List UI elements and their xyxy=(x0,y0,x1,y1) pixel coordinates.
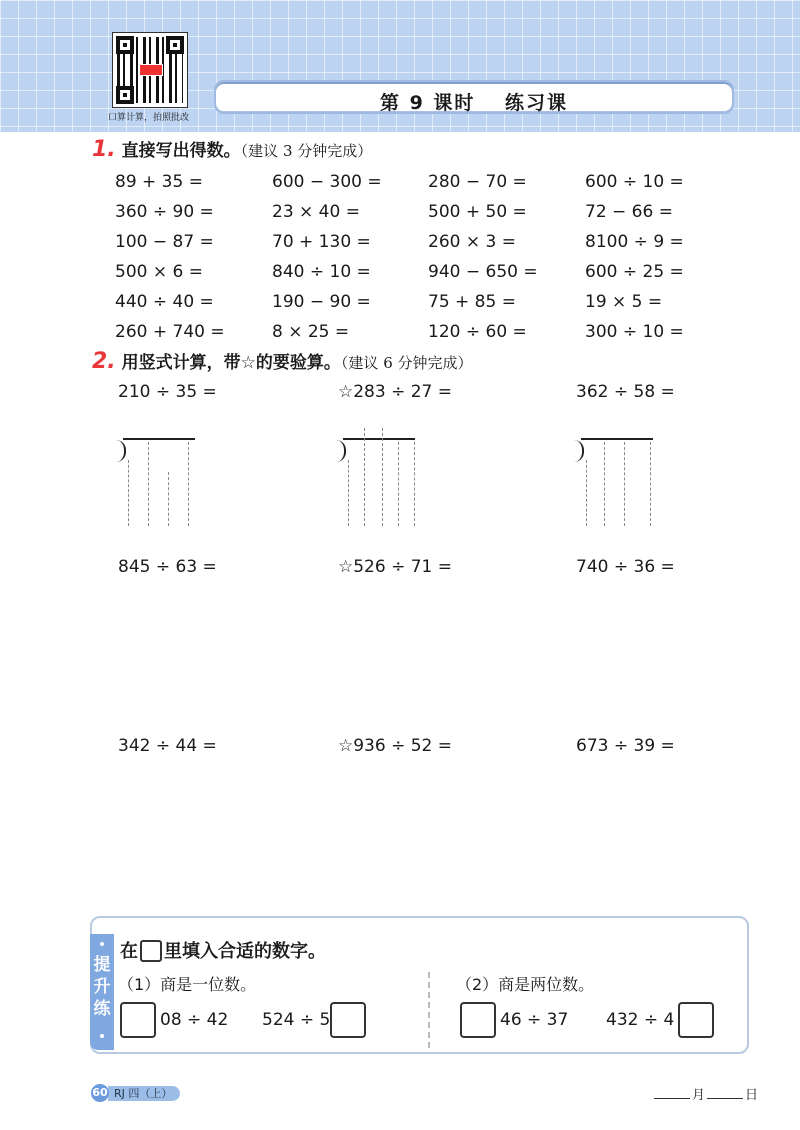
lesson-title-bar xyxy=(214,80,734,114)
long-division-frame xyxy=(336,434,416,526)
mental-math-item: 300 ÷ 10 = xyxy=(585,322,684,342)
mental-math-item: 100 − 87 = xyxy=(115,232,214,252)
mental-math-item: 500 × 6 = xyxy=(115,262,203,282)
division-problem: 362 ÷ 58 = xyxy=(576,382,675,402)
division-problem: ☆936 ÷ 52 = xyxy=(338,736,453,756)
division-problem: 673 ÷ 39 = xyxy=(576,736,675,756)
division-problem: 342 ÷ 44 = xyxy=(118,736,217,756)
mental-math-item: 19 × 5 = xyxy=(585,292,663,312)
section-2-heading xyxy=(92,348,473,374)
division-problem: ☆526 ÷ 71 = xyxy=(338,557,453,577)
edition-tag: RJ 四（上） xyxy=(108,1086,180,1101)
extension-tab xyxy=(90,934,114,1050)
answer-box[interactable] xyxy=(330,1002,366,1038)
section-1-title: 直接写出得数。 xyxy=(121,141,241,161)
part-1-label: （1）商是一位数。 xyxy=(118,975,257,994)
fill-equation: 524 ÷ 5 xyxy=(262,1010,331,1030)
extension-tab-label: 提升练 xyxy=(93,955,111,1019)
mental-math-item: 8 × 25 = xyxy=(272,322,350,342)
qr-code-icon[interactable] xyxy=(112,32,188,108)
division-problem: 740 ÷ 36 = xyxy=(576,557,675,577)
fill-equation: 46 ÷ 37 xyxy=(500,1010,569,1030)
division-problem: ☆283 ÷ 27 = xyxy=(338,382,453,402)
mental-math-item: 280 − 70 = xyxy=(428,172,527,192)
section-1-note: （建议 3 分钟完成） xyxy=(240,142,373,160)
mental-math-item: 600 − 300 = xyxy=(272,172,382,192)
date-fields: 月 日 xyxy=(652,1084,758,1103)
mental-math-item: 190 − 90 = xyxy=(272,292,371,312)
mental-math-item: 260 + 740 = xyxy=(115,322,225,342)
mental-math-item: 8100 ÷ 9 = xyxy=(585,232,684,252)
section-2-title: 用竖式计算，带☆的要验算。 xyxy=(121,353,341,373)
mental-math-item: 840 ÷ 10 = xyxy=(272,262,371,282)
mental-math-item: 440 ÷ 40 = xyxy=(115,292,214,312)
part-2-label: （2）商是两位数。 xyxy=(456,975,595,994)
long-division-frame xyxy=(116,434,196,526)
answer-box[interactable] xyxy=(678,1002,714,1038)
divider xyxy=(428,972,430,1048)
mental-math-item: 260 × 3 = xyxy=(428,232,516,252)
mental-math-item: 600 ÷ 10 = xyxy=(585,172,684,192)
mental-math-item: 75 + 85 = xyxy=(428,292,516,312)
day-blank[interactable] xyxy=(707,1086,743,1099)
mental-math-item: 360 ÷ 90 = xyxy=(115,202,214,222)
mental-math-item: 70 + 130 = xyxy=(272,232,371,252)
answer-box[interactable] xyxy=(460,1002,496,1038)
mental-math-item: 500 + 50 = xyxy=(428,202,527,222)
section-2-note: （建议 6 分钟完成） xyxy=(340,354,473,372)
qr-caption: 口算计算，拍照批改 xyxy=(108,113,190,123)
division-problem: 845 ÷ 63 = xyxy=(118,557,217,577)
lesson-title: 第 9 课时 练习课 xyxy=(379,92,569,114)
fill-equation: 432 ÷ 4 xyxy=(606,1010,675,1030)
mental-math-item: 89 + 35 = xyxy=(115,172,203,192)
mental-math-item: 72 − 66 = xyxy=(585,202,673,222)
fill-equation: 08 ÷ 42 xyxy=(160,1010,229,1030)
mental-math-grid xyxy=(115,170,735,345)
month-blank[interactable] xyxy=(654,1086,690,1099)
mental-math-item: 940 − 650 = xyxy=(428,262,538,282)
answer-box[interactable] xyxy=(120,1002,156,1038)
page-number: 60 xyxy=(91,1084,109,1102)
extension-title: 在 里填入合适的数字。 xyxy=(120,941,326,962)
section-2-number: 2. xyxy=(92,349,116,374)
section-1-number: 1. xyxy=(92,137,116,162)
section-1-heading xyxy=(92,136,372,162)
mental-math-item: 120 ÷ 60 = xyxy=(428,322,527,342)
mental-math-item: 600 ÷ 25 = xyxy=(585,262,684,282)
division-problem: 210 ÷ 35 = xyxy=(118,382,217,402)
mental-math-item: 23 × 40 = xyxy=(272,202,360,222)
box-symbol-icon xyxy=(140,940,162,962)
long-division-frame xyxy=(574,434,654,526)
